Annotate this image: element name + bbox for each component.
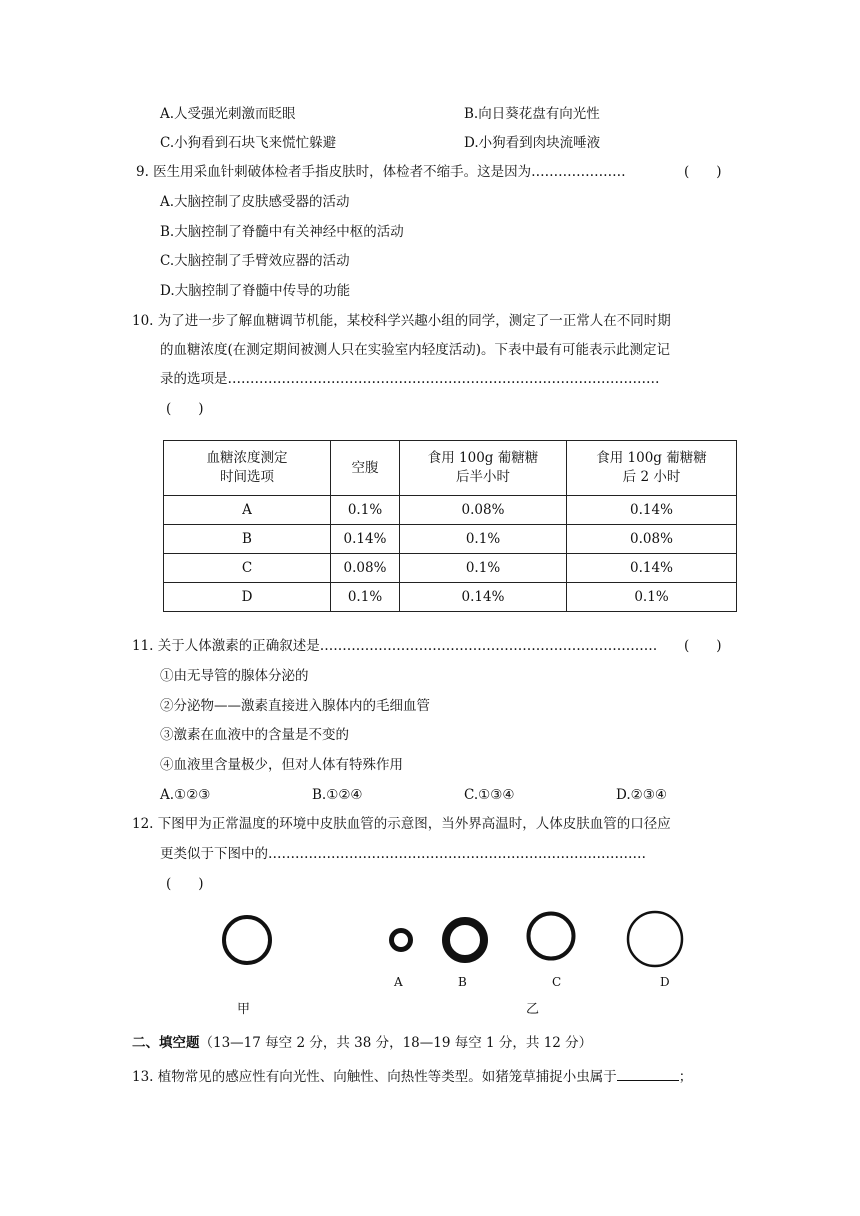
header-time-option xyxy=(164,441,331,496)
q11-answer-paren: ( ) xyxy=(684,638,722,654)
q9-option-c: C.大脑控制了手臂效应器的活动 xyxy=(160,253,350,269)
header-line: 后 2 小时 xyxy=(622,469,681,485)
q9-option-d: D.大脑控制了脊髓中传导的功能 xyxy=(160,283,351,299)
q12-line-1: 12. 下图甲为正常温度的环境中皮肤血管的示意图，当外界高温时，人体皮肤血管的口径应 xyxy=(132,816,671,832)
header-line: 时间选项 xyxy=(220,469,274,485)
table-row xyxy=(164,525,737,554)
figure-label-d: D xyxy=(660,975,670,989)
table-cell: 0.14% xyxy=(567,496,737,525)
header-line: 血糖浓度测定 xyxy=(206,450,288,466)
header-line: 空腹 xyxy=(351,459,379,476)
table-cell: 0.1% xyxy=(567,583,737,612)
q11-stem: 11. 关于人体激素的正确叙述是………………………………………………………………… xyxy=(132,638,658,654)
q8-option-c: C.小狗看到石块飞来慌忙躲避 xyxy=(160,135,337,151)
table-cell: 0.08% xyxy=(400,496,567,525)
q13-text: 13. 植物常见的感应性有向光性、向触性、向热性等类型。如猪笼草捕捉小虫属于 xyxy=(132,1069,617,1085)
q12-answer-paren: ( ) xyxy=(166,876,204,892)
header-half-hour xyxy=(400,441,567,496)
q13-line xyxy=(132,1068,692,1086)
vessel-option-c xyxy=(529,914,574,959)
table-row xyxy=(164,583,737,612)
table-cell: 0.14% xyxy=(400,583,567,612)
q11-item-3: ③激素在血液中的含量是不变的 xyxy=(160,727,349,743)
section-2-title: 二、填空题 xyxy=(132,1035,200,1051)
vessel-option-a xyxy=(392,931,411,950)
table-cell: 0.14% xyxy=(567,554,737,583)
q13-blank[interactable] xyxy=(617,1068,679,1081)
figure-label-c: C xyxy=(552,975,562,989)
table-cell: B xyxy=(164,525,331,554)
header-fasting xyxy=(331,441,400,496)
table-cell: 0.14% xyxy=(331,525,400,554)
q8-option-a: A.人受强光刺激而眨眼 xyxy=(160,106,296,122)
figure-label-a: A xyxy=(394,975,403,989)
header-line: 食用 100g 葡糖糖 xyxy=(427,450,539,466)
q9-stem: 9. 医生用采血针刺破体检者手指皮肤时，体检者不缩手。这是因为………………… xyxy=(136,164,626,180)
table-cell: 0.1% xyxy=(400,525,567,554)
table-cell: 0.1% xyxy=(400,554,567,583)
table-row xyxy=(164,554,737,583)
table-cell: 0.1% xyxy=(331,496,400,525)
q10-line-2: 的血糖浓度(在测定期间被测人只在实验室内轻度活动)。下表中最有可能表示此测定记 xyxy=(160,342,671,358)
table-cell: A xyxy=(164,496,331,525)
figure-label-b: B xyxy=(458,975,467,989)
vessel-normal-jia xyxy=(224,917,270,963)
vessel-option-b xyxy=(446,921,484,959)
header-line: 食用 100g 葡糖糖 xyxy=(596,450,707,466)
q10-answer-paren: ( ) xyxy=(166,401,204,417)
q11-option-b: B.①②④ xyxy=(312,787,363,803)
q9-option-b: B.大脑控制了脊髓中有关神经中枢的活动 xyxy=(160,224,404,240)
q9-option-a: A.大脑控制了皮肤感受器的活动 xyxy=(160,194,350,210)
table-cell: 0.08% xyxy=(567,525,737,554)
q11-item-4: ④血液里含量极少，但对人体有特殊作用 xyxy=(160,757,403,773)
section-2-heading xyxy=(132,1034,592,1052)
vessel-option-d xyxy=(628,912,682,966)
table-row xyxy=(164,496,737,525)
table-cell: 0.08% xyxy=(331,554,400,583)
q11-option-a: A.①②③ xyxy=(160,787,211,803)
table-cell: 0.1% xyxy=(331,583,400,612)
q10-line-3: 录的选项是…………………………………………………………………………………… xyxy=(160,371,660,387)
q10-line-1: 10. 为了进一步了解血糖调节机能，某校科学兴趣小组的同学，测定了一正常人在不同时期 xyxy=(132,313,671,329)
table-header-row xyxy=(164,441,737,496)
q11-item-2: ②分泌物——激素直接进入腺体内的毛细血管 xyxy=(160,698,430,714)
q8-option-d: D.小狗看到肉块流唾液 xyxy=(464,135,601,151)
vessel-figure xyxy=(0,900,860,980)
figure-label-jia: 甲 xyxy=(237,1002,251,1017)
table-cell: D xyxy=(164,583,331,612)
q8-option-b: B.向日葵花盘有向光性 xyxy=(464,106,600,122)
table-cell: C xyxy=(164,554,331,583)
q11-option-d: D.②③④ xyxy=(616,787,667,803)
blood-sugar-table xyxy=(163,440,737,612)
q11-item-1: ①由无导管的腺体分泌的 xyxy=(160,668,309,684)
header-line: 后半小时 xyxy=(456,469,510,485)
section-2-note: （13—17 每空 2 分，共 38 分，18—19 每空 1 分，共 12 分） xyxy=(199,1035,593,1051)
q11-option-c: C.①③④ xyxy=(464,787,515,803)
q13-tail: ； xyxy=(678,1069,693,1085)
q9-answer-paren: ( ) xyxy=(684,164,722,180)
header-two-hours xyxy=(567,441,737,496)
q12-line-2: 更类似于下图中的………………………………………………………………………… xyxy=(160,846,646,862)
figure-label-yi: 乙 xyxy=(526,1002,540,1017)
